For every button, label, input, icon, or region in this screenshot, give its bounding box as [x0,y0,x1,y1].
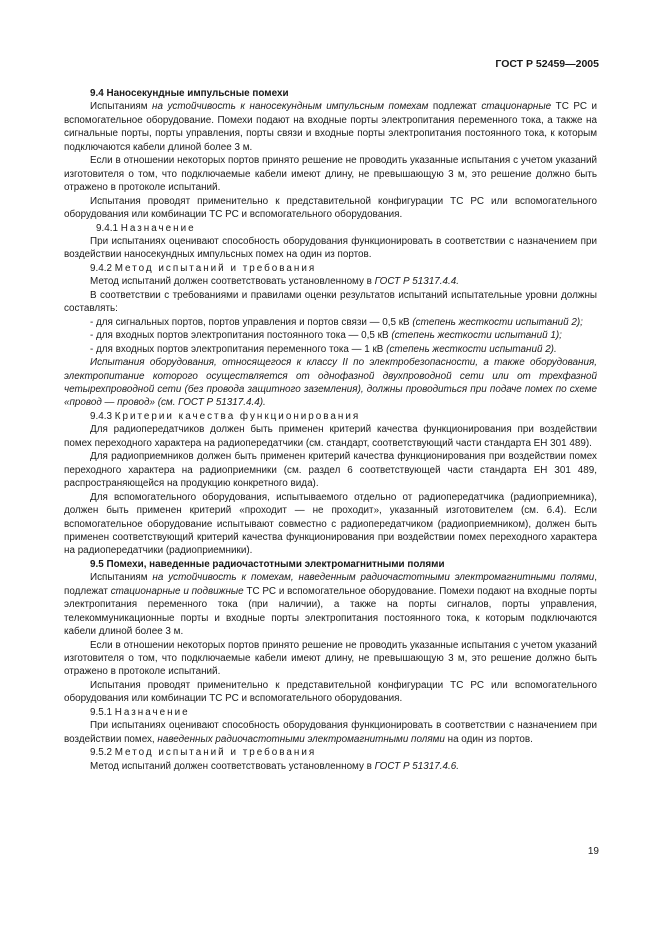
subsection-heading-9-4-1: 9.4.1 Назначение [96,222,196,234]
paragraph: Для радиоприемников должен быть применен критерий качества функционирования при воздействии помех переходного характера на радиоприемники (см. раздел 6 соответствующей части стандарта ЕН 301 489, распространяющейся на продукцию конкретного вида). [64,451,597,490]
section-heading-9-5: 9.5 Помехи, наведенные радиочастотными электромагнитными полями [90,558,445,570]
subsection-heading-9-5-1: 9.5.1 Назначение [90,706,190,718]
paragraph: Метод испытаний должен соответствовать установленному в ГОСТ Р 51317.4.4. [90,276,459,288]
paragraph: Для вспомогательного оборудования, испытываемого отдельно от радиопередатчика (радиоприемника), должен быть применен критерий «проходит — не проходит», указанный изготовителем (см. 6.4). Если вспомогательное оборудование испытывают совместно с радиопередатчиком (радиоприемником), должен быть применен соответствующий критерий качества функционирования при воздействии помех переходного характера на радиопередатчики (радиоприемники). [64,491,597,557]
subsection-heading-9-5-2: 9.5.2 Метод испытаний и требования [90,747,317,759]
list-item: - для сигнальных портов, портов управления и портов связи — 0,5 кВ (степень жесткости испытаний 2); [90,316,583,328]
paragraph: Испытания проводят применительно к представительной конфигурации ТС РС или вспомогательного оборудования или комбинации ТС РС и вспомогательного оборудования. [64,195,597,221]
subsection-heading-9-4-2: 9.4.2 Метод испытаний и требования [90,262,317,274]
paragraph: Испытания проводят применительно к представительной конфигурации ТС РС или вспомогательного оборудования или комбинации ТС РС и вспомогательного оборудования. [64,679,597,705]
paragraph: Метод испытаний должен соответствовать установленному в ГОСТ Р 51317.4.6. [90,760,459,772]
document-body [64,87,597,773]
paragraph: Если в отношении некоторых портов принято решение не проводить указанные испытания с учетом указаний изготовителя о том, что подключаемые кабели имеют длину, не превышающую 3 м, это решение должно быть отражено в протоколе испытаний. [64,639,597,678]
page-number: 19 [587,846,599,857]
note: Испытания оборудования, относящегося к классу II по электробезопасности, а также оборудования, электропитание которого осуществляется от однофазной двухпроводной сети или от трехфазной четырехпроводной сети (без провода защитного заземления), должны проводиться при подаче помех по схеме «провод — провод» (см. ГОСТ Р 51317.4.4). [64,357,597,409]
list-item: - для входных портов электропитания постоянного тока — 0,5 кВ (степень жесткости испытаний 1); [90,330,562,342]
paragraph: Испытаниям на устойчивость к помехам, наведенным радиочастотными электромагнитными полями, подлежат стационарные и подвижные ТС РС и вспомогательное оборудование. Помехи подают на входные порты электропитания переменного тока (при наличии), а также на порты сигналов, порты управления, телекоммуникационные порты и входные порты электропитания постоянного тока, к которым подключаются кабели длиной более 3 м. [64,572,597,638]
section-heading-9-4: 9.4 Наносекундные импульсные помехи [90,88,289,99]
paragraph: Если в отношении некоторых портов принято решение не проводить указанные испытания с учетом указаний изготовителя о том, что подключаемые кабели имеют длину, не превышающую 3 м, это решение должно быть отражено в протоколе испытаний. [64,155,597,194]
paragraph: Испытаниям на устойчивость к наносекундным импульсным помехам подлежат стационарные ТС РС и вспомогательное оборудование. Помехи подают на входные порты электропитания переменного тока, а также на сигнальные порты, порты управления, порты связи и входные порты электропитания постоянного тока, к которым подключаются кабели длиной более 3 м. [64,101,597,153]
document-standard-id: ГОСТ Р 52459—2005 [495,58,599,70]
paragraph: В соответствии с требованиями и правилами оценки результатов испытаний испытательные уровни должны составлять: [64,289,597,315]
subsection-heading-9-4-3: 9.4.3 Критерии качества функционирования [90,410,361,422]
paragraph: Для радиопередатчиков должен быть применен критерий качества функционирования при воздействии помех переходного характера на радиопередатчики (см. стандарт, соответствующий части стандарта ЕН 301 489). [64,424,597,449]
paragraph: При испытаниях оценивают способность оборудования функционировать в соответствии с назначением при воздействии помех, наведенных радиочастотными электромагнитными полями на один из портов. [64,720,597,745]
paragraph: При испытаниях оценивают способность оборудования функционировать в соответствии с назначением при воздействии наносекундных импульсных помех на один из портов. [64,235,597,261]
list-item: - для входных портов электропитания переменного тока — 1 кВ (степень жесткости испытаний 2). [90,343,557,355]
